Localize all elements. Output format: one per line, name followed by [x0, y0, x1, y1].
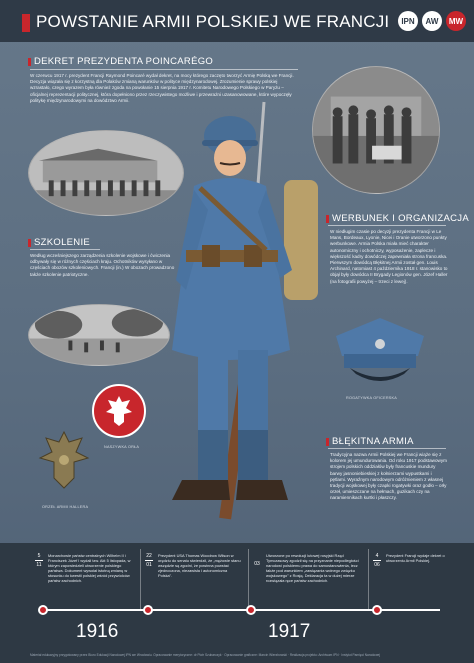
- timeline-year-1916: 1916: [76, 621, 119, 642]
- timeline-divider: [248, 549, 249, 609]
- timeline-year-1917: 1917: [268, 621, 311, 642]
- header-accent-bar: [22, 14, 30, 32]
- caption-metal-eagle: ORZEŁ ARMII HALLERA: [42, 505, 89, 509]
- page-title: POWSTANIE ARMII POLSKIEJ WE FRANCJI: [36, 12, 390, 31]
- section-title-blekitna: BŁĘKITNA ARMIA: [332, 436, 414, 447]
- section-text-szkolenie: Według wcześniejszego zarządzenia szkolenie wojskowe i ćwiczenia odbywały się w różnych częściach kraju. Ochotników wysyłano w częściach obozów szkoleniowych. Francji (in.) W obozach prowadzono także szkolenie patriotyczne.: [30, 253, 175, 277]
- rogatywka-cap: [330, 314, 430, 388]
- timeline-divider: [140, 549, 141, 609]
- metal-eagle-icon: [36, 428, 92, 492]
- timeline-date-4: [370, 553, 384, 568]
- rogatywka-icon: [330, 314, 430, 388]
- timeline-date-separator: [373, 560, 381, 561]
- section-rule-dekret: [30, 69, 298, 70]
- timeline-date-2: [142, 553, 156, 568]
- timeline-day-4: 4: [375, 553, 379, 559]
- timeline-dot: [372, 605, 382, 615]
- logo-archives: AW: [422, 11, 442, 31]
- white-eagle-icon: [94, 386, 144, 436]
- section-rule-szkolenie: [30, 249, 100, 250]
- timeline-date-3: [250, 561, 264, 567]
- header: [0, 0, 474, 42]
- timeline-dot: [143, 605, 153, 615]
- timeline-date-separator: [145, 560, 153, 561]
- timeline-month-1: 11: [36, 562, 42, 568]
- timeline-date-separator: [35, 560, 43, 561]
- timeline-day-1: 5: [37, 553, 41, 559]
- section-text-blekitna: Tradycyjna nazwa Armii Polskiej we Francji wiąże się z kolorem jej umundurowania. Od roku 1917 podstawowym strojem polskich oddziałów były francuskie mundury barwy jasnoniebieskiej z kołnierzami wypustkami i pętlami. Wyraźnym narodowym odróżnieniem z własnej tradycji wojskowej były czapki rogatywki oraz godło – orły orzeł, umieszczane na hełmach, guzikach czy na naramiennikach kurtki i płaszczy.: [330, 452, 447, 501]
- timeline-date-1: [32, 553, 46, 568]
- section-rule-werbunek: [328, 225, 446, 226]
- section-text-dekret: W czerwcu 1917 r. prezydent Francji Raymond Poincaré wydał dekret, na mocy którego zaczęto tworzyć Armię Polską we Francji. Decyzja wiązała się z korzystną dla Polaków zmianą warunków w polityce międzynarodowej. Zrozumienie sprawy polskiej wzrastało, czego wyrazem była również zgoda na powołanie 15 sierpnia 1917 r. Komitetu Narodowego Polskiego w Paryżu – oficjalnej reprezentacji politycznej, która dopełniono przez rzeczywistego możliwe i przewrażni uzasanowowane, które wypoczęły politykę międzynarodowymi na dowództwo Armii.: [30, 73, 294, 103]
- section-rule-blekitna: [328, 448, 446, 449]
- caption-rogatywka: ROGATYWKA OFICERSKA: [346, 396, 397, 400]
- section-text-werbunek: W niedługim czasie po decyzji prezydenta Francji w Le Mans, Bordeaux, Lyonie, Nicei i Oranie utworzono punkty werbunkowe. Armia Polska miała mieć charakter autonomiczny i ochotniczy, wyposażenie, zaplecze i większość kadry dowódczej zapewniała strona francuska. Pierwszym dowódcą Błękitnej Armii został gen. Louis Archinard, natomiast 4 października 1918 r. stanowisko to objął były dowódca II Brygady Legionów gen. Józef Haller (na fotografii powyżej – trzeci z lewej).: [330, 229, 448, 284]
- eagle-patch: [92, 384, 146, 438]
- timeline-month-2: 01: [146, 562, 152, 568]
- timeline: [0, 543, 474, 663]
- section-title-szkolenie: SZKOLENIE: [34, 237, 91, 248]
- timeline-month-4: 06: [374, 562, 380, 568]
- timeline-day-2: 22: [146, 553, 152, 559]
- timeline-dot: [38, 605, 48, 615]
- timeline-text-3: Utworzone po rewolucji lutowej rosyjski Rząd Tymczasowy zgodził się na przyznanie niepodległości narodowi polskiemu prawa do samostanowienia, lecz także pod warunkiem „zawiązania wolnego związku wojskowego” z Rosją. Deklaracja ta w dużej mierze rozwiązała ręce państw zachodnich.: [266, 553, 359, 583]
- timeline-dot: [246, 605, 256, 615]
- caption-eagle-patch: NASZYWKA ORŁA: [104, 445, 140, 449]
- logo-museum: MW: [446, 11, 466, 31]
- section-title-dekret: DEKRET PREZYDENTA POINCARÉGO: [34, 56, 214, 67]
- soldier-figure: [142, 100, 332, 540]
- metal-eagle: [36, 428, 92, 492]
- soldier-illustration: [142, 100, 332, 540]
- timeline-text-4: Prezydent Francji wydaje dekret o utworzeniu Armii Polskiej.: [386, 553, 445, 563]
- logos: [398, 11, 466, 31]
- logo-ipn: IPN: [398, 11, 418, 31]
- timeline-text-1: Monarchowie państw centralnych Wilhelm II i Franciszek Józef I wydali tzw. Akt 5 listopada, w którym zapowiedzieli utworzenie polskiego państwa. Dokument wywołał istotną zmianę w stosunku do kwestii polskiej wśród przywódców państw zachodnich.: [48, 553, 131, 583]
- footer-credits: Materiał edukacyjny przygotowany przez Biuro Edukacji Narodowej IPN we Wrocławiu. Opracowanie merytoryczne: dr Piotr Szubarczyk · Opracowanie graficzne: Marcin Wierzbowski · Realizacja projektu: Archiwum IPN · Instytut Pamięci Narodowej: [30, 653, 380, 657]
- section-title-werbunek: WERBUNEK I ORGANIZACJA: [332, 213, 469, 224]
- timeline-month-3: 03: [254, 561, 260, 567]
- timeline-text-2: Prezydent USA Thomas Woodrow Wilson w orędziu do senatu stwierdził, że „mężowie stanu wszędzie są zgodni, że powinna powstać zjednoczona, niezawisła i autonomiczna Polska”.: [158, 553, 241, 578]
- timeline-divider: [368, 549, 369, 609]
